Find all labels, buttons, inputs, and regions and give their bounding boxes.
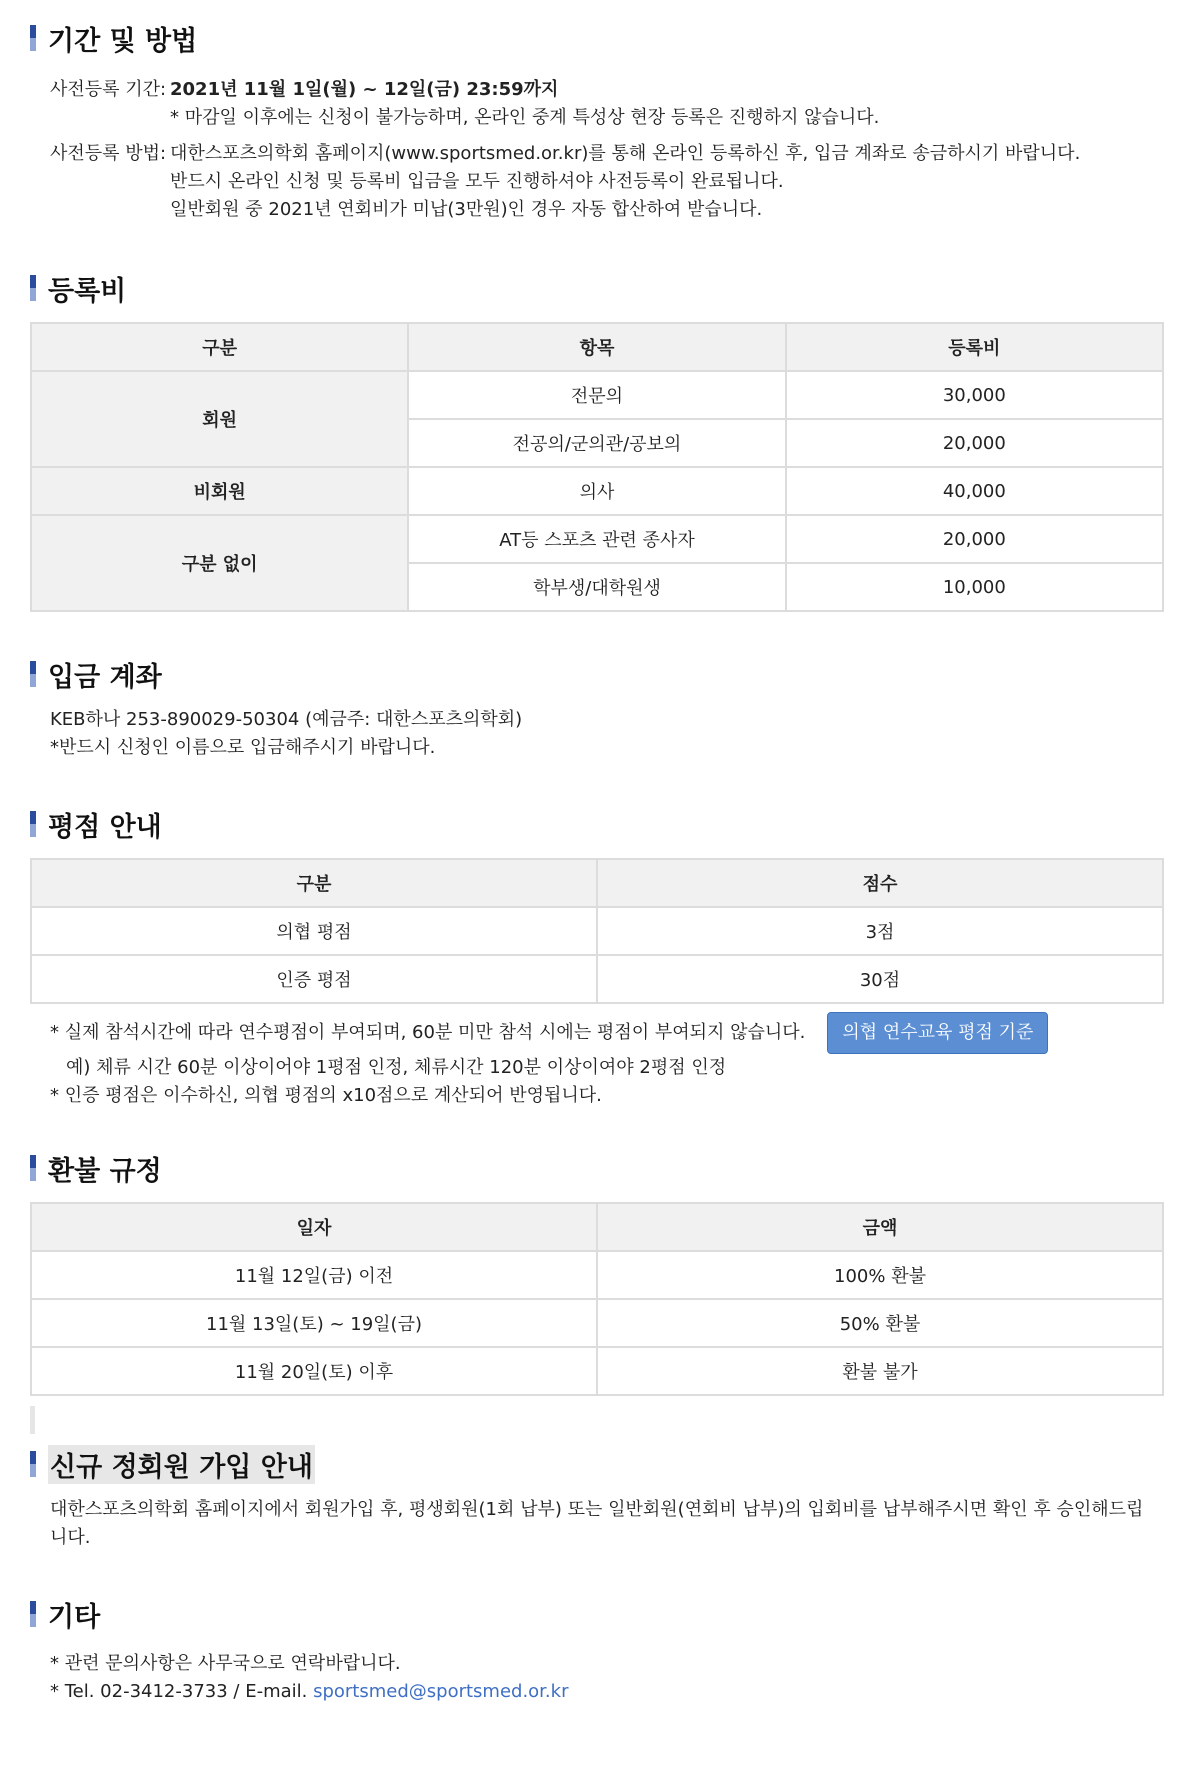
fee-item: 전공의/군의관/공보의 bbox=[408, 419, 785, 467]
refund-amount: 50% 환불 bbox=[597, 1299, 1163, 1347]
section-title-fee bbox=[30, 270, 1164, 306]
refund-header-date: 일자 bbox=[31, 1203, 597, 1251]
method-row bbox=[50, 140, 1164, 168]
account-line-1: KEB하나 253-890029-50304 (예금주: 대한스포츠의학회) bbox=[50, 709, 523, 730]
reg-period-row bbox=[50, 76, 1164, 104]
title-bar-icon bbox=[30, 275, 36, 301]
fee-item: 전문의 bbox=[408, 371, 785, 419]
title-bar-icon bbox=[30, 25, 36, 51]
period-body bbox=[30, 76, 1164, 224]
fee-group-member: 회원 bbox=[31, 371, 408, 467]
refund-date: 11월 20일(토) 이후 bbox=[31, 1347, 597, 1395]
reg-period-note: * 마감일 이후에는 신청이 불가능하며, 온라인 중계 특성상 현장 등록은 진행하지 않습니다. bbox=[170, 107, 880, 128]
refund-amount: 100% 환불 bbox=[597, 1251, 1163, 1299]
credit-score: 30점 bbox=[597, 955, 1163, 1003]
section-title-text: 입금 계좌 bbox=[48, 661, 162, 693]
fee-item: 의사 bbox=[408, 467, 785, 515]
etc-body bbox=[30, 1650, 1164, 1706]
credit-header-score: 점수 bbox=[597, 859, 1163, 907]
fee-amount: 10,000 bbox=[786, 563, 1163, 611]
etc-line-2 bbox=[50, 1678, 1164, 1706]
fee-table bbox=[30, 322, 1164, 612]
email-link[interactable]: sportsmed@sportsmed.or.kr bbox=[313, 1681, 569, 1702]
divider bbox=[30, 1406, 35, 1434]
title-bar-icon bbox=[30, 1155, 36, 1181]
fee-header-fee: 등록비 bbox=[786, 323, 1163, 371]
credit-table bbox=[30, 858, 1164, 1004]
method-line-1: 대한스포츠의학회 홈페이지(www.sportsmed.or.kr)를 통해 온라인 등록하신 후, 입금 계좌로 송금하시기 바랍니다. bbox=[170, 143, 1081, 164]
fee-amount: 30,000 bbox=[786, 371, 1163, 419]
section-title-text: 기간 및 방법 bbox=[48, 25, 198, 57]
section-title-text: 기타 bbox=[48, 1601, 101, 1633]
refund-table bbox=[30, 1202, 1164, 1396]
title-bar-icon bbox=[30, 661, 36, 687]
membership-text: 대한스포츠의학회 홈페이지에서 회원가입 후, 평생회원(1회 납부) 또는 일반회원(연회비 납부)의 입회비를 납부해주시면 확인 후 승인해드립니다. bbox=[50, 1499, 1144, 1548]
etc-line-1: * 관련 문의사항은 사무국으로 연락바랍니다. bbox=[50, 1653, 401, 1674]
credit-notes bbox=[30, 1012, 1164, 1110]
fee-item: 학부생/대학원생 bbox=[408, 563, 785, 611]
title-bar-icon bbox=[30, 811, 36, 837]
credit-table-header bbox=[31, 859, 1163, 907]
title-bar-icon bbox=[30, 1451, 36, 1477]
table-row bbox=[31, 955, 1163, 1003]
credit-note-3: * 인증 평점은 이수하신, 의협 평점의 x10점으로 계산되어 반영됩니다. bbox=[50, 1085, 602, 1106]
credit-note-1: * 실제 참석시간에 따라 연수평점이 부여되며, 60분 미만 참석 시에는 평점이 부여되지 않습니다. bbox=[50, 1022, 806, 1043]
table-row bbox=[31, 371, 1163, 419]
section-title-text: 평점 안내 bbox=[48, 811, 162, 843]
table-row bbox=[31, 907, 1163, 955]
refund-table-header bbox=[31, 1203, 1163, 1251]
fee-table-header bbox=[31, 323, 1163, 371]
fee-group-any: 구분 없이 bbox=[31, 515, 408, 611]
table-row bbox=[31, 1347, 1163, 1395]
section-title-etc bbox=[30, 1596, 1164, 1632]
credit-criteria-button[interactable]: 의협 연수교육 평점 기준 bbox=[827, 1012, 1048, 1054]
refund-date: 11월 13일(토) ~ 19일(금) bbox=[31, 1299, 597, 1347]
title-bar-icon bbox=[30, 1601, 36, 1627]
fee-amount: 20,000 bbox=[786, 419, 1163, 467]
credit-note-line-1 bbox=[50, 1012, 1164, 1054]
table-row bbox=[31, 1299, 1163, 1347]
table-row bbox=[31, 467, 1163, 515]
section-title-membership bbox=[30, 1446, 1164, 1482]
credit-type: 의협 평점 bbox=[31, 907, 597, 955]
fee-amount: 20,000 bbox=[786, 515, 1163, 563]
section-title-text: 등록비 bbox=[48, 275, 127, 307]
section-title-period bbox=[30, 20, 1164, 56]
method-label: 사전등록 방법: bbox=[50, 143, 167, 164]
credit-note-2: 예) 체류 시간 60분 이상이어야 1평점 인정, 체류시간 120분 이상이여야 2평점 인정 bbox=[66, 1057, 727, 1078]
fee-header-item: 항목 bbox=[408, 323, 785, 371]
credit-header-type: 구분 bbox=[31, 859, 597, 907]
fee-item: AT등 스포츠 관련 종사자 bbox=[408, 515, 785, 563]
reg-period-label: 사전등록 기간: bbox=[50, 79, 167, 100]
method-line-3: 일반회원 중 2021년 연회비가 미납(3만원)인 경우 자동 합산하여 받습니다. bbox=[170, 199, 763, 220]
etc-contact-prefix: * Tel. 02-3412-3733 / E-mail. bbox=[50, 1681, 314, 1702]
table-row bbox=[31, 515, 1163, 563]
section-title-refund bbox=[30, 1150, 1164, 1186]
account-body bbox=[30, 706, 1164, 762]
account-line-2: *반드시 신청인 이름으로 입금해주시기 바랍니다. bbox=[50, 737, 436, 758]
fee-header-category: 구분 bbox=[31, 323, 408, 371]
fee-amount: 40,000 bbox=[786, 467, 1163, 515]
method-line-2: 반드시 온라인 신청 및 등록비 입금을 모두 진행하셔야 사전등록이 완료됩니다. bbox=[170, 171, 784, 192]
section-title-text: 환불 규정 bbox=[48, 1155, 162, 1187]
refund-amount: 환불 불가 bbox=[597, 1347, 1163, 1395]
refund-header-amount: 금액 bbox=[597, 1203, 1163, 1251]
credit-score: 3점 bbox=[597, 907, 1163, 955]
reg-period-value: 2021년 11월 1일(월) ~ 12일(금) 23:59까지 bbox=[170, 79, 559, 100]
section-title-credit bbox=[30, 806, 1164, 842]
section-title-text: 신규 정회원 가입 안내 bbox=[48, 1445, 315, 1484]
credit-type: 인증 평점 bbox=[31, 955, 597, 1003]
refund-date: 11월 12일(금) 이전 bbox=[31, 1251, 597, 1299]
fee-group-nonmember: 비회원 bbox=[31, 467, 408, 515]
section-title-account bbox=[30, 656, 1164, 692]
table-row bbox=[31, 1251, 1163, 1299]
